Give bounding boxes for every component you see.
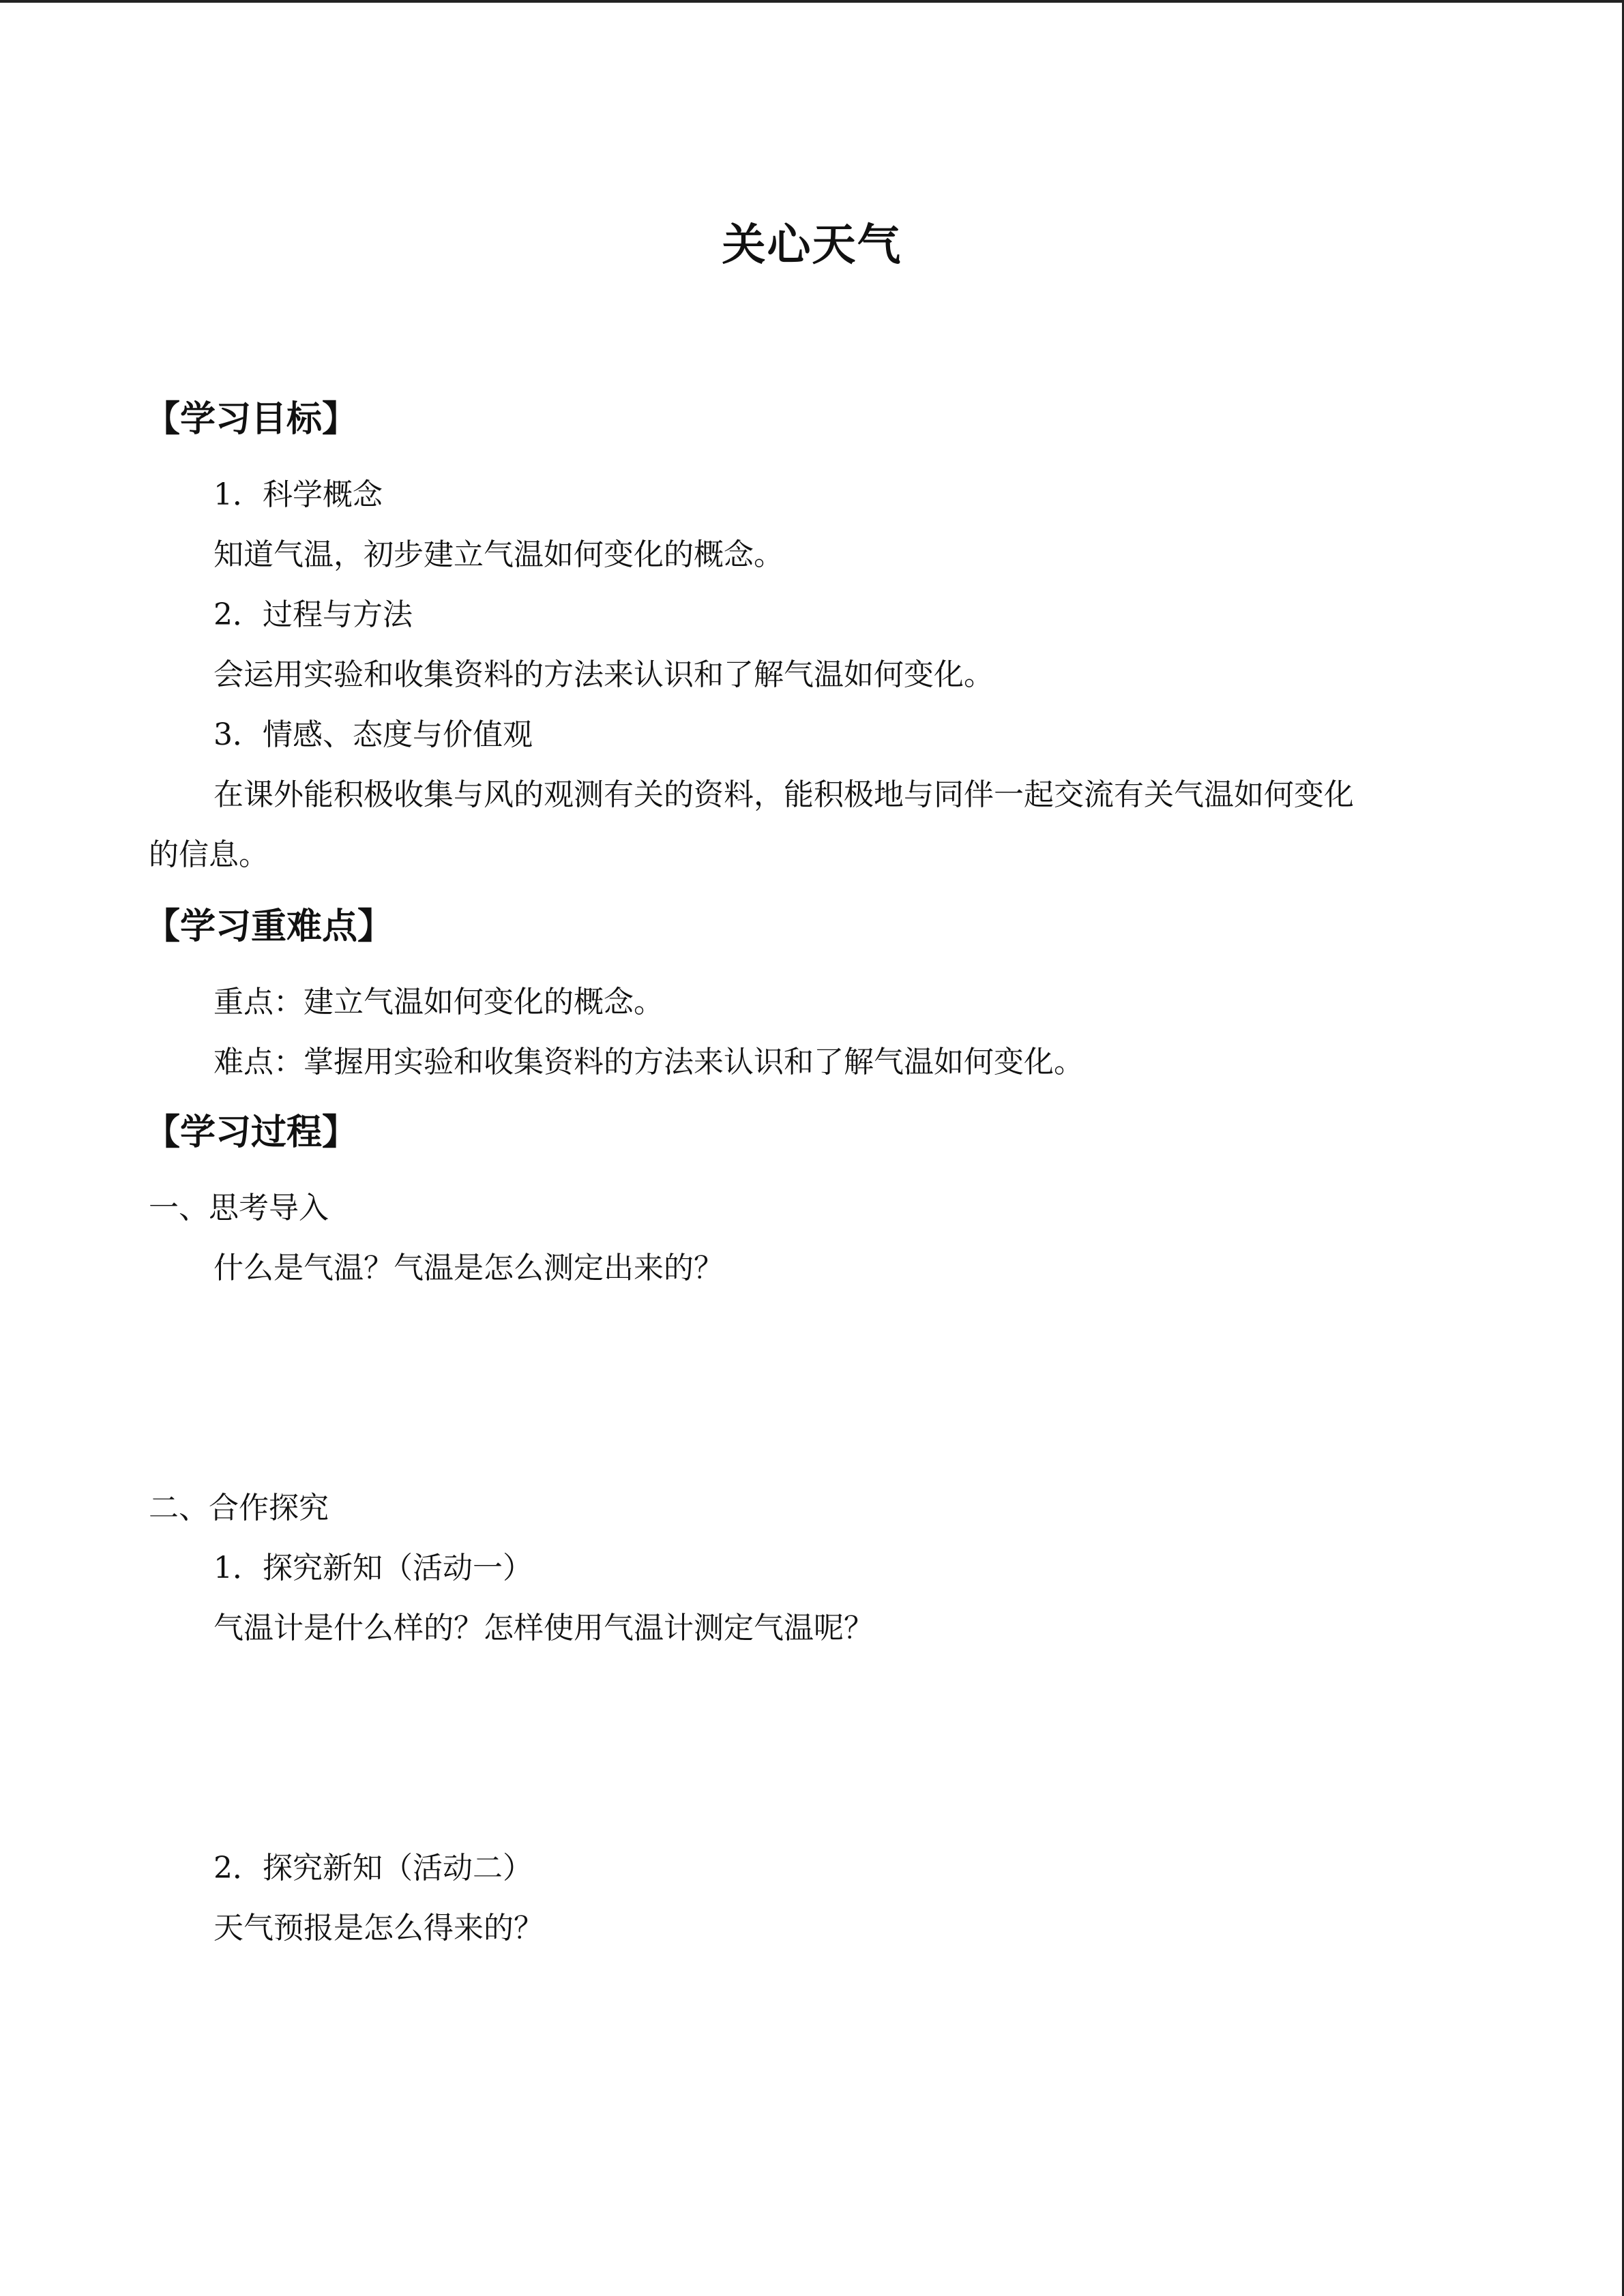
part-1-question: 什么是气温？气温是怎么测定出来的？ [213,1251,724,1285]
activity-2-question: 天气预报是怎么得来的？ [213,1911,544,1945]
objective-3-text-line-2: 的信息。 [149,837,269,872]
objective-1-label: 1．科学概念 [213,477,383,512]
objective-2-label: 2．过程与方法 [213,597,413,632]
page-top-border [0,0,1624,3]
objective-2-text: 会运用实验和收集资料的方法来认识和了解气温如何变化。 [213,657,994,692]
part-1-label: 一、思考导入 [149,1191,329,1225]
key-points-heading: 【学习重难点】 [145,906,394,947]
objective-1-text: 知道气温，初步建立气温如何变化的概念。 [213,537,784,572]
activity-2-label: 2．探究新知（活动二） [213,1851,533,1885]
document-title: 关心天气 [722,220,902,271]
focus-point: 重点：建立气温如何变化的概念。 [213,985,664,1019]
process-heading: 【学习过程】 [145,1112,358,1153]
objective-3-label: 3．情感、态度与价值观 [213,717,533,752]
objectives-heading: 【学习目标】 [145,399,358,440]
objective-3-text-line-1: 在课外能积极收集与风的观测有关的资料，能积极地与同伴一起交流有关气温如何变化 [213,777,1354,812]
activity-1-label: 1．探究新知（活动一） [213,1551,533,1585]
difficulty-point: 难点：掌握用实验和收集资料的方法来认识和了解气温如何变化。 [213,1045,1084,1079]
activity-1-question: 气温计是什么样的？怎样使用气温计测定气温呢？ [213,1611,874,1645]
part-2-label: 二、合作探究 [149,1491,329,1525]
